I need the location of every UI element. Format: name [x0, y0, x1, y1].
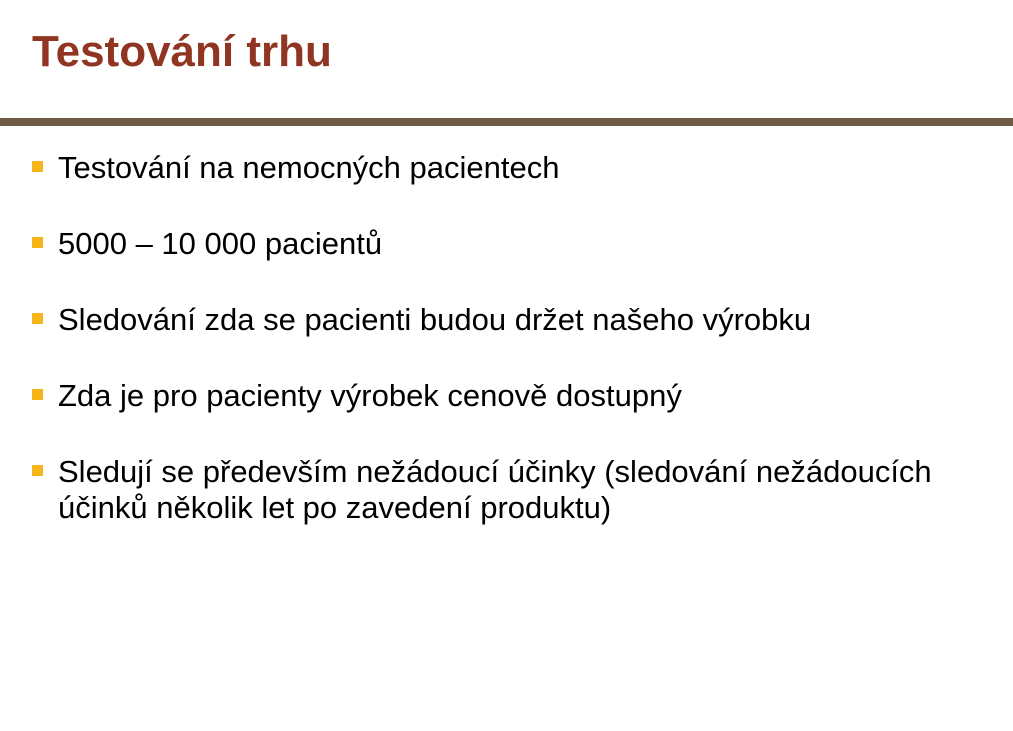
bullet-text: Sledují se především nežádoucí účinky (sledování nežádoucích účinků několik let po zavedení produktu) — [58, 454, 932, 525]
bullet-text: Zda je pro pacienty výrobek cenově dostupný — [58, 378, 682, 413]
square-bullet-icon — [32, 313, 43, 324]
bullet-list — [30, 150, 990, 566]
bullet-text: Testování na nemocných pacientech — [58, 150, 560, 185]
list-item — [30, 226, 990, 262]
list-item — [30, 302, 990, 338]
square-bullet-icon — [32, 465, 43, 476]
slide-title: Testování trhu — [32, 27, 332, 76]
bullet-text: Sledování zda se pacienti budou držet našeho výrobku — [58, 302, 812, 337]
list-item — [30, 378, 990, 414]
bullet-text: 5000 – 10 000 pacientů — [58, 226, 383, 261]
list-item — [30, 454, 990, 526]
square-bullet-icon — [32, 237, 43, 248]
square-bullet-icon — [32, 161, 43, 172]
list-item — [30, 150, 990, 186]
title-divider — [0, 118, 1013, 126]
square-bullet-icon — [32, 389, 43, 400]
